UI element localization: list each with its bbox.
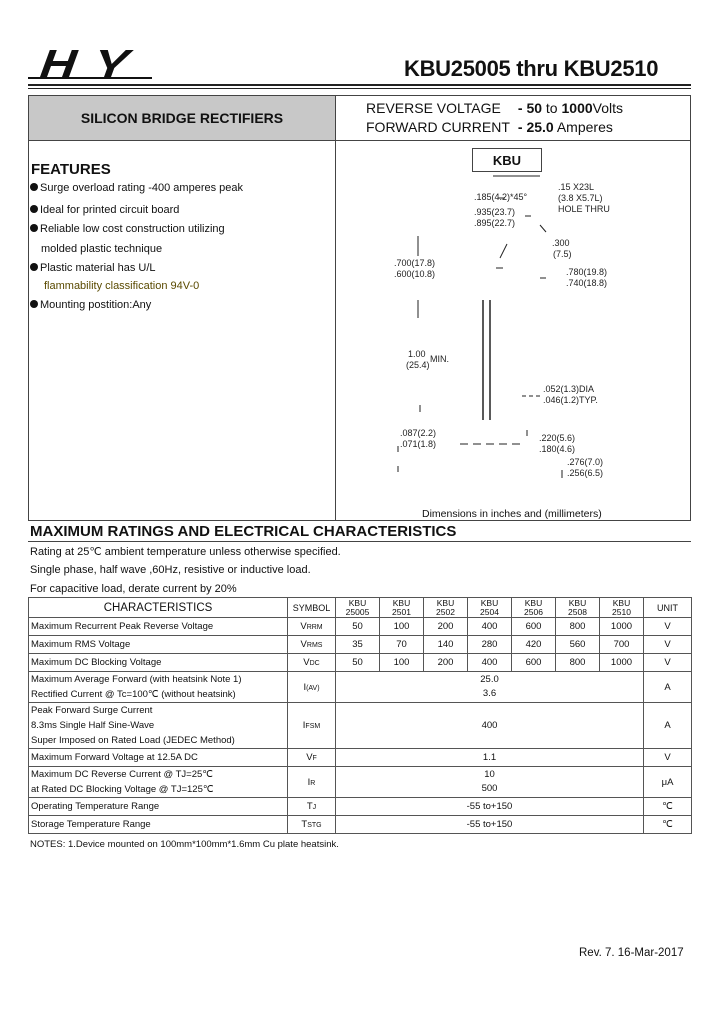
dim-lead-width-max: .087(2.2) xyxy=(400,428,437,438)
value-cell: 70 xyxy=(380,636,424,654)
header-part: KBU 2508 xyxy=(556,598,600,618)
characteristic-description: Maximum Average Forward (with heatsink Note 1) Rectified Current @ Tc=100℃ (without heatsink) xyxy=(29,672,288,703)
symbol-cell: IFSM xyxy=(288,703,336,749)
characteristic-description: Storage Temperature Range xyxy=(29,816,288,834)
rating-condition-line: Single phase, half wave ,60Hz, resistive or inductive load. xyxy=(30,564,311,576)
dim-lead-length: 1.00 xyxy=(408,349,426,359)
dimensions-caption: Dimensions in inches and (millimeters) xyxy=(422,508,602,520)
value-cell: 800 xyxy=(556,618,600,636)
value-cell: 560 xyxy=(556,636,600,654)
dim-chamfer: .185(4.2)*45° xyxy=(474,192,528,202)
table-row xyxy=(29,654,692,672)
unit-cell: V xyxy=(644,654,692,672)
forward-current-label: FORWARD CURRENT xyxy=(366,119,510,135)
electrical-characteristics-table xyxy=(28,597,692,834)
characteristic-description: Maximum Forward Voltage at 12.5A DC xyxy=(29,749,288,767)
characteristic-description: Maximum RMS Voltage xyxy=(29,636,288,654)
dim-spacing-max: .220(5.6) xyxy=(539,433,576,443)
symbol-cell: IR xyxy=(288,767,336,798)
symbol-cell: VDC xyxy=(288,654,336,672)
header-part: KBU 2510 xyxy=(600,598,644,618)
feature-text: flammability classification 94V-0 xyxy=(44,280,200,292)
reverse-voltage-max: 1000 xyxy=(561,100,593,116)
revision-date: Rev. 7. 16-Mar-2017 xyxy=(579,947,684,959)
value-cell: 420 xyxy=(512,636,556,654)
document-title: KBU25005 thru KBU2510 xyxy=(404,56,659,81)
reverse-voltage-min: 50 xyxy=(526,100,543,116)
value-cell: 200 xyxy=(424,618,468,636)
value-cell: 35 xyxy=(336,636,380,654)
value-cell: 600 xyxy=(512,654,556,672)
dim-height-min: .600(10.8) xyxy=(394,269,436,279)
value-cell: 100 xyxy=(380,618,424,636)
table-header-row xyxy=(29,598,692,618)
table-row xyxy=(29,618,692,636)
characteristic-description: Maximum DC Reverse Current @ TJ=25℃ at Rated DC Blocking Voltage @ TJ=125℃ xyxy=(29,767,288,798)
symbol-cell: TJ xyxy=(288,798,336,816)
table-row xyxy=(29,816,692,834)
dim-arrow-2 xyxy=(500,244,507,258)
ratings-section-title: MAXIMUM RATINGS AND ELECTRICAL CHARACTERISTICS xyxy=(30,523,457,540)
dim-width-min: .895(22.7) xyxy=(474,218,516,228)
value-cell: 1000 xyxy=(600,618,644,636)
merged-value-cell: -55 to+150 xyxy=(336,816,644,834)
dim-lead-dia-max: .052(1.3)DIA xyxy=(543,384,595,394)
feature-text: Reliable low cost construction utilizing xyxy=(40,223,225,235)
dim-lead-dia-min: .046(1.2)TYP. xyxy=(543,395,598,405)
feature-text: molded plastic technique xyxy=(41,243,163,255)
header-part: KBU 2504 xyxy=(468,598,512,618)
reverse-voltage-label: REVERSE VOLTAGE xyxy=(366,100,501,116)
table-row xyxy=(29,672,692,703)
value-cell: 700 xyxy=(600,636,644,654)
dim-lead-width-min: .071(1.8) xyxy=(400,439,437,449)
package-name: KBU xyxy=(472,148,542,172)
characteristic-description: Maximum DC Blocking Voltage xyxy=(29,654,288,672)
unit-cell: V xyxy=(644,618,692,636)
dim-body-min: .740(18.8) xyxy=(566,278,608,288)
forward-current-dash: - xyxy=(517,119,523,135)
dim-arrow xyxy=(540,225,546,232)
value-cell: 100 xyxy=(380,654,424,672)
table-row xyxy=(29,703,692,749)
notes: NOTES: 1.Device mounted on 100mm*100mm*1.6mm Cu plate heatsink. xyxy=(30,839,339,850)
reverse-voltage-to: to xyxy=(545,100,558,116)
unit-cell: A xyxy=(644,672,692,703)
dim-pitch-mm: (7.5) xyxy=(553,249,572,259)
unit-cell: ℃ xyxy=(644,798,692,816)
feature-text: Ideal for printed circuit board xyxy=(40,204,180,216)
table-row xyxy=(29,636,692,654)
merged-value-cell: -55 to+150 xyxy=(336,798,644,816)
header-part: KBU 25005 xyxy=(336,598,380,618)
features-title: FEATURES xyxy=(31,161,111,178)
table-row xyxy=(29,798,692,816)
reverse-voltage-unit: Volts xyxy=(592,100,624,116)
unit-cell: μA xyxy=(644,767,692,798)
feature-text: Surge overload rating -400 amperes peak xyxy=(40,182,244,194)
dim-hole-label: HOLE THRU xyxy=(558,204,610,214)
characteristic-description: Peak Forward Surge Current 8.3ms Single Half Sine-Wave Super Imposed on Rated Load (JEDEC Method) xyxy=(29,703,288,749)
header-part: KBU 2502 xyxy=(424,598,468,618)
merged-value-cell: 10 500 xyxy=(336,767,644,798)
dim-body-max: .780(19.8) xyxy=(566,267,608,277)
section-divider xyxy=(28,541,691,542)
value-cell: 1000 xyxy=(600,654,644,672)
dim-pitch: .300 xyxy=(552,238,570,248)
symbol-cell: VRMS xyxy=(288,636,336,654)
characteristic-description: Operating Temperature Range xyxy=(29,798,288,816)
header-unit: UNIT xyxy=(644,598,692,618)
symbol-cell: VRRM xyxy=(288,618,336,636)
header-part: KBU 2506 xyxy=(512,598,556,618)
value-cell: 800 xyxy=(556,654,600,672)
feature-text: Mounting postition:Any xyxy=(40,299,152,311)
value-cell: 400 xyxy=(468,654,512,672)
header-symbol: SYMBOL xyxy=(288,598,336,618)
merged-value-cell: 1.1 xyxy=(336,749,644,767)
value-cell: 140 xyxy=(424,636,468,654)
dim-hole-size: .15 X23L xyxy=(558,182,595,192)
value-cell: 600 xyxy=(512,618,556,636)
forward-current-unit: Amperes xyxy=(556,119,613,135)
reverse-voltage-dash: - xyxy=(517,100,523,116)
feature-text: Plastic material has U/L xyxy=(40,262,156,274)
product-category-title: SILICON BRIDGE RECTIFIERS xyxy=(29,96,335,140)
table-row xyxy=(29,749,692,767)
table-row xyxy=(29,767,692,798)
rating-condition-line: Rating at 25℃ ambient temperature unless otherwise specified. xyxy=(30,546,341,558)
symbol-cell: VF xyxy=(288,749,336,767)
dim-hole-size-mm: (3.8 X5.7L) xyxy=(558,193,603,203)
dim-thickness-max: .276(7.0) xyxy=(567,457,604,467)
dim-lead-min: MIN. xyxy=(430,354,449,364)
symbol-cell: I(AV) xyxy=(288,672,336,703)
dim-width-max: .935(23.7) xyxy=(474,207,516,217)
unit-cell: V xyxy=(644,636,692,654)
value-cell: 200 xyxy=(424,654,468,672)
value-cell: 400 xyxy=(468,618,512,636)
unit-cell: A xyxy=(644,703,692,749)
value-cell: 50 xyxy=(336,618,380,636)
characteristic-description: Maximum Recurrent Peak Reverse Voltage xyxy=(29,618,288,636)
rating-condition-line: For capacitive load, derate current by 20% xyxy=(30,583,237,595)
value-cell: 280 xyxy=(468,636,512,654)
dim-thickness-min: .256(6.5) xyxy=(567,468,604,478)
unit-cell: ℃ xyxy=(644,816,692,834)
dim-lead-length-mm: (25.4) xyxy=(406,360,430,370)
header-part: KBU 2501 xyxy=(380,598,424,618)
dim-spacing-min: .180(4.6) xyxy=(539,444,576,454)
forward-current-value: 25.0 xyxy=(526,119,554,135)
dim-height-max: .700(17.8) xyxy=(394,258,436,268)
merged-value-cell: 400 xyxy=(336,703,644,749)
merged-value-cell: 25.0 3.6 xyxy=(336,672,644,703)
header-characteristics: CHARACTERISTICS xyxy=(29,598,288,618)
value-cell: 50 xyxy=(336,654,380,672)
unit-cell: V xyxy=(644,749,692,767)
symbol-cell: TSTG xyxy=(288,816,336,834)
